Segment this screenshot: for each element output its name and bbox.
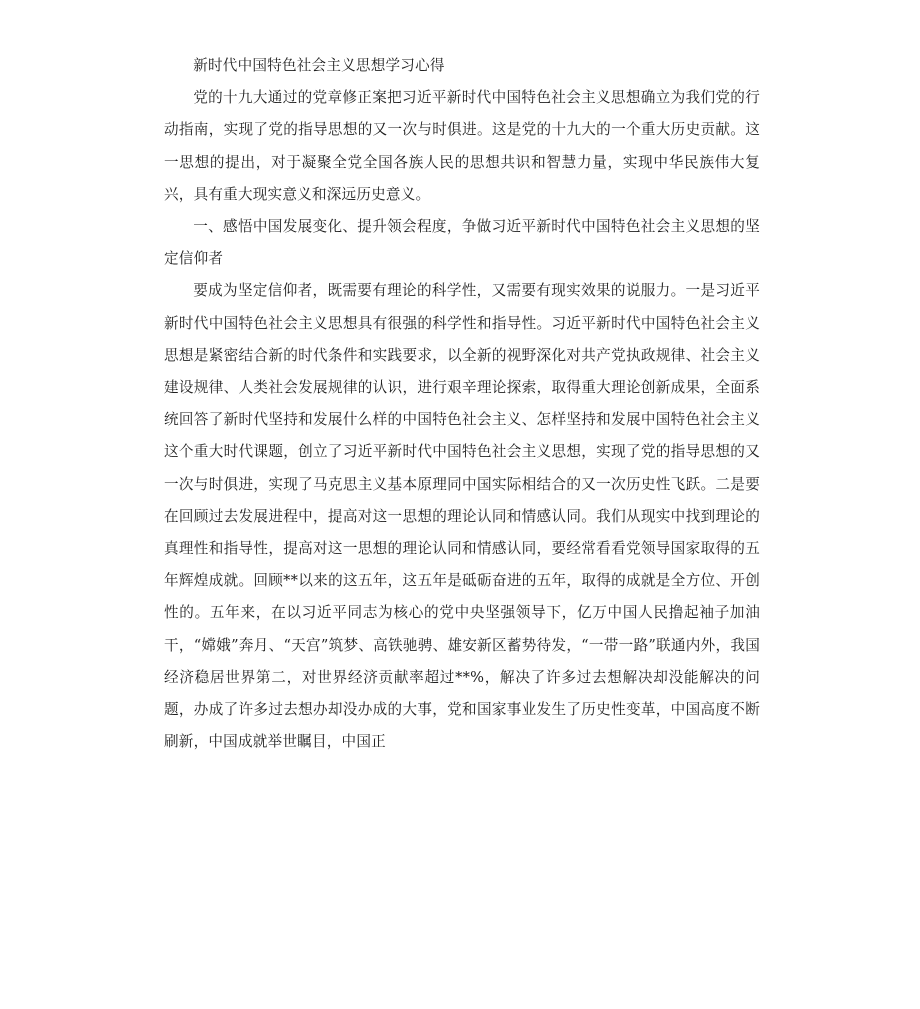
paragraph-intro: 党的十九大通过的党章修正案把习近平新时代中国特色社会主义思想确立为我们党的行动指南，实现了党的指导思想的又一次与时俱进。这是党的十九大的一个重大历史贡献。这一思想的提出，对于凝聚全党全国各族人民的思想共识和智慧力量，实现中华民族伟大复兴，具有重大现实意义和深远历史意义。: [164, 89, 760, 203]
paragraph-body: 要成为坚定信仰者，既需要有理论的科学性，又需要有现实效果的说服力。一是习近平新时代中国特色社会主义思想具有很强的科学性和指导性。习近平新时代中国特色社会主义思想是紧密结合新的时代条件和实践要求，以全新的视野深化对共产党执政规律、社会主义建设规律、人类社会发展规律的认识，进行艰辛理论探索，取得重大理论创新成果，全面系统回答了新时代坚持和发展什么样的中国特色社会主义、怎样坚持和发展中国特色社会主义这个重大时代课题，创立了习近平新时代中国特色社会主义思想，实现了党的指导思想的又一次与时俱进，实现了马克思主义基本原理同中国实际相结合的又一次历史性飞跃。二是要在回顾过去发展进程中，提高对这一思想的理论认同和情感认同。我们从现实中找到理论的真理性和指导性，提高对这一思想的理论认同和情感认同，要经常看看党领导国家取得的五年辉煌成就。回顾**以来的这五年，这五年是砥砺奋进的五年，取得的成就是全方位、开创性的。五年来，在以习近平同志为核心的党中央坚强领导下，亿万中国人民撸起袖子加油干，“嫦娥”奔月、“天宫”筑梦、高铁驰骋、雄安新区蓄势待发，“一带一路”联通内外，我国经济稳居世界第二，对世界经济贡献率超过**%，解决了许多过去想解决却没能解决的问题，办成了许多过去想办却没办成的大事，党和国家事业发生了历史性变革，中国高度不断刷新，中国成就举世瞩目，中国正: [164, 282, 760, 751]
document-page: [164, 50, 760, 758]
document-title: 新时代中国特色社会主义思想学习心得: [193, 57, 445, 74]
section-heading-1: 一、感悟中国发展变化、提升领会程度，争做习近平新时代中国特色社会主义思想的坚定信仰者: [164, 218, 760, 268]
